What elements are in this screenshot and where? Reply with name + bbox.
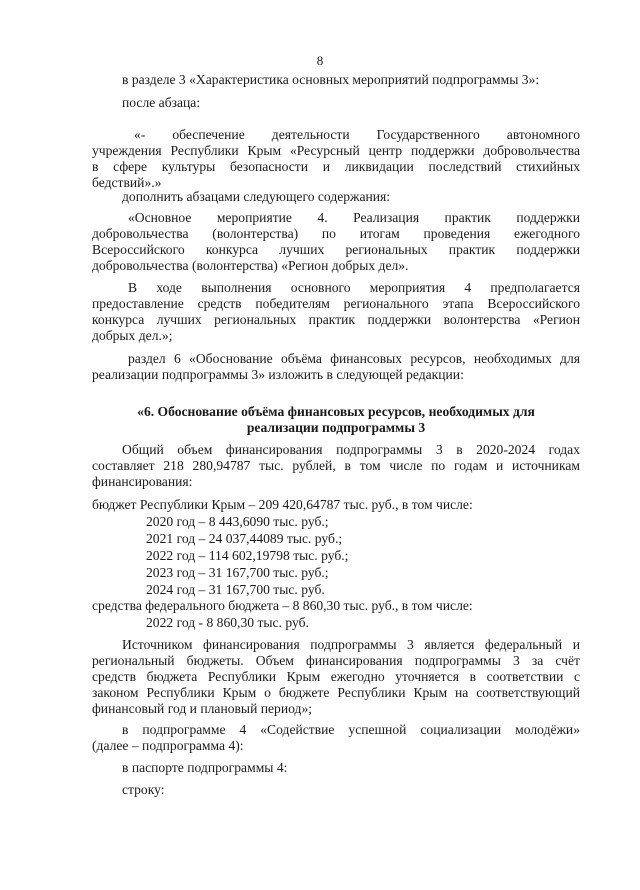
text-line: Источником финансирования подпрограммы 3 является федеральный и	[122, 637, 580, 652]
text-line: бедствий».»	[92, 175, 162, 190]
text-line: Всероссийского конкурса лучших региональных практик поддержки	[92, 242, 580, 257]
text-line: конкурса лучших региональных практик поддержки волонтерства «Регион	[92, 312, 580, 327]
text-line: средств бюджета Республики Крым ежегодно уточняется в соответствии с	[92, 669, 580, 684]
page-number: 8	[316, 53, 324, 68]
text-line: 2024 год – 31 167,700 тыс. руб.	[146, 582, 325, 597]
text-line: добрых дел.»;	[92, 328, 173, 343]
text-line: учреждения Республики Крым «Ресурсный центр поддержки добровольчества	[92, 143, 580, 158]
text-line: после абзаца:	[122, 95, 201, 110]
text-line: региональный бюджеты. Объем финансирования подпрограммы 3 за счёт	[92, 653, 580, 668]
section-heading: «6. Обоснование объёма финансовых ресурсов, необходимых для	[137, 404, 535, 419]
text-line: в разделе 3 «Характеристика основных мероприятий подпрограммы 3»:	[122, 72, 540, 87]
text-line: раздел 6 «Обоснование объёма финансовых ресурсов, необходимых для	[128, 351, 580, 366]
text-line: финансовый год и плановый период»;	[92, 701, 313, 716]
text-line: строку:	[122, 782, 165, 797]
text-line: «Основное мероприятие 4. Реализация практик поддержки	[128, 210, 580, 225]
text-line: 2022 год – 114 602,19798 тыс. руб.;	[146, 548, 349, 563]
text-line: добровольчества (волонтерства) по итогам проведения ежегодного	[92, 226, 580, 241]
text-line: 2023 год – 31 167,700 тыс. руб.;	[146, 565, 329, 580]
text-line: Общий объем финансирования подпрограммы 3 в 2020-2024 годах	[122, 442, 580, 457]
text-line: средства федерального бюджета – 8 860,30 тыс. руб., в том числе:	[92, 598, 473, 613]
text-line: законом Республики Крым о бюджете Республики Крым на соответствующий	[92, 685, 580, 700]
text-line: предоставление средств победителям регионального этапа Всероссийского	[92, 296, 580, 311]
text-line: 2022 год - 8 860,30 тыс. руб.	[146, 615, 309, 630]
section-heading: реализации подпрограммы 3	[246, 420, 426, 435]
text-line: (далее – подпрограмма 4):	[92, 738, 244, 753]
text-line: бюджет Республики Крым – 209 420,64787 тыс. руб., в том числе:	[92, 497, 473, 512]
text-line: в сфере культуры безопасности и ликвидации последствий стихийных	[92, 159, 580, 174]
text-line: добровольчества (волонтерства) «Регион добрых дел».	[92, 258, 409, 273]
text-line: в подпрограмме 4 «Содействие успешной социализации молодёжи»	[122, 722, 580, 737]
text-line: в паспорте подпрограммы 4:	[122, 760, 288, 775]
text-line: реализации подпрограммы 3» изложить в следующей редакции:	[92, 367, 464, 382]
text-line: дополнить абзацами следующего содержания:	[122, 189, 391, 204]
text-line: 2021 год – 24 037,44089 тыс. руб.;	[146, 531, 343, 546]
text-line: составляет 218 280,94787 тыс. рублей, в том числе по годам и источникам	[92, 458, 580, 473]
text-line: финансирования:	[92, 474, 193, 489]
text-line: «- обеспечение деятельности Государственного автономного	[134, 127, 580, 142]
text-line: В ходе выполнения основного мероприятия 4 предполагается	[128, 280, 580, 295]
text-line: 2020 год – 8 443,6090 тыс. руб.;	[146, 514, 329, 529]
